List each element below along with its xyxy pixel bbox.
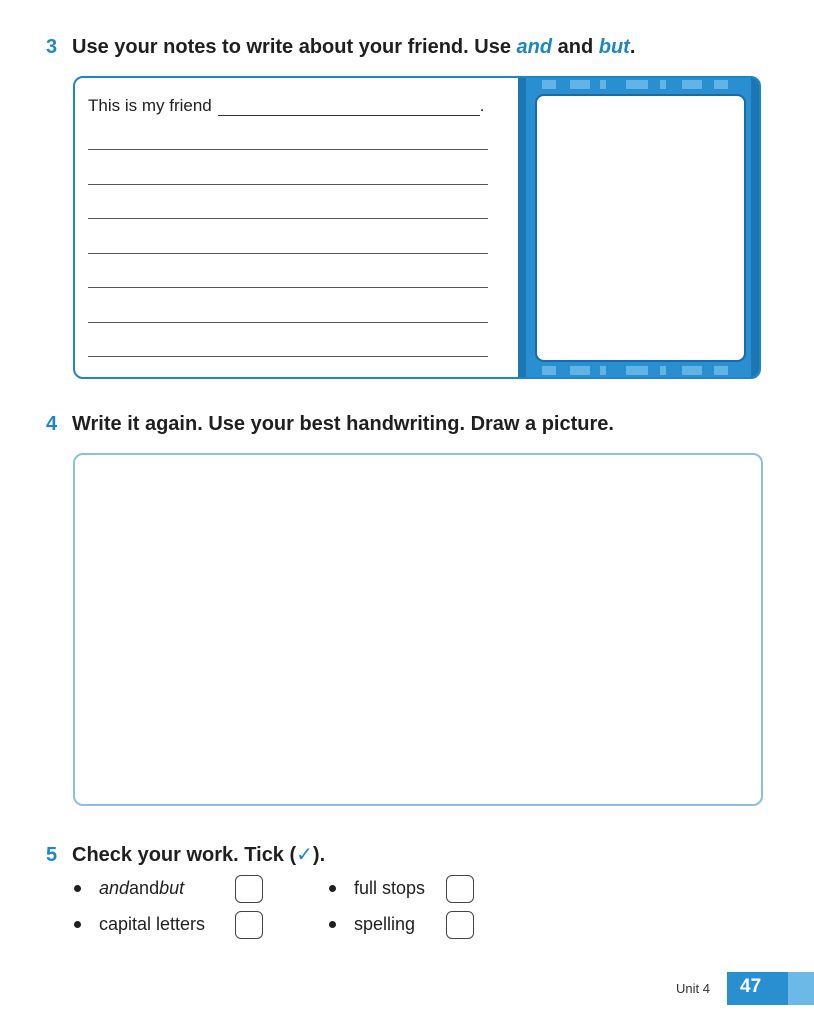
keyword-and: and	[99, 878, 130, 898]
bullet	[329, 885, 336, 892]
unit-label: Unit 4	[676, 981, 710, 996]
checkbox-and-but[interactable]	[235, 875, 263, 903]
checkbox-full-stops[interactable]	[446, 875, 474, 903]
checkbox-spelling[interactable]	[446, 911, 474, 939]
friend-name-blank[interactable]	[218, 99, 480, 116]
frame-stripe	[626, 80, 648, 89]
instruction-text: and	[552, 36, 599, 58]
writing-line[interactable]	[88, 184, 488, 185]
picture-drawing-area[interactable]	[535, 94, 746, 362]
exercise-5-heading	[46, 842, 325, 867]
writing-line[interactable]	[88, 287, 488, 288]
item-text: full stops	[354, 878, 426, 898]
exercise-4-heading	[46, 413, 614, 436]
keyword-but: but	[159, 878, 185, 898]
exercise-3-heading	[46, 36, 635, 59]
exercise-number: 4	[46, 413, 58, 435]
tab-accent	[788, 972, 814, 1005]
frame-stripe	[542, 366, 556, 375]
page-number-tab	[727, 972, 814, 1005]
instruction-text: ).	[312, 844, 326, 866]
tick-icon: ✓	[296, 844, 313, 866]
frame-stripe	[682, 366, 702, 375]
frame-edge	[751, 78, 759, 377]
writing-line[interactable]	[88, 356, 488, 357]
instruction-text: .	[629, 36, 636, 58]
handwriting-box[interactable]	[73, 453, 763, 806]
checklist-item-full-stops	[329, 878, 425, 899]
keyword-and: and	[516, 36, 553, 58]
page-number: 47	[740, 976, 762, 997]
frame-stripe	[600, 366, 606, 375]
item-text: capital letters	[99, 914, 206, 934]
picture-frame-border	[518, 78, 759, 377]
frame-edge	[518, 78, 526, 377]
frame-stripe	[714, 366, 728, 375]
item-text: spelling	[354, 914, 416, 934]
prompt-text: This is my friend	[88, 96, 212, 115]
exercise-3-card	[73, 76, 761, 379]
prompt-line	[88, 96, 484, 116]
writing-line[interactable]	[88, 218, 488, 219]
frame-stripe	[542, 80, 556, 89]
writing-line[interactable]	[88, 322, 488, 323]
exercise-number: 5	[46, 844, 58, 866]
frame-stripe	[570, 80, 590, 89]
checklist-item-capital-letters	[74, 914, 205, 935]
frame-stripe	[660, 80, 666, 89]
keyword-but: but	[598, 36, 630, 58]
item-text: and	[129, 878, 160, 898]
checklist-item-spelling	[329, 914, 415, 935]
frame-stripe	[570, 366, 590, 375]
frame-stripe	[600, 80, 606, 89]
instruction-text: Use your notes to write about your friend. Use	[72, 36, 517, 58]
instruction-text: Write it again. Use your best handwriting. Draw a picture.	[72, 413, 614, 435]
checkbox-capital-letters[interactable]	[235, 911, 263, 939]
frame-stripe	[660, 366, 666, 375]
frame-stripe	[626, 366, 648, 375]
prompt-period: .	[479, 96, 485, 115]
checklist-item-and-but	[74, 878, 184, 899]
frame-stripe	[714, 80, 728, 89]
bullet	[74, 885, 81, 892]
bullet	[74, 921, 81, 928]
frame-stripe	[682, 80, 702, 89]
writing-line[interactable]	[88, 253, 488, 254]
exercise-number: 3	[46, 36, 58, 58]
bullet	[329, 921, 336, 928]
writing-line[interactable]	[88, 149, 488, 150]
writing-area	[75, 78, 518, 377]
instruction-text: Check your work. Tick (	[72, 844, 297, 866]
